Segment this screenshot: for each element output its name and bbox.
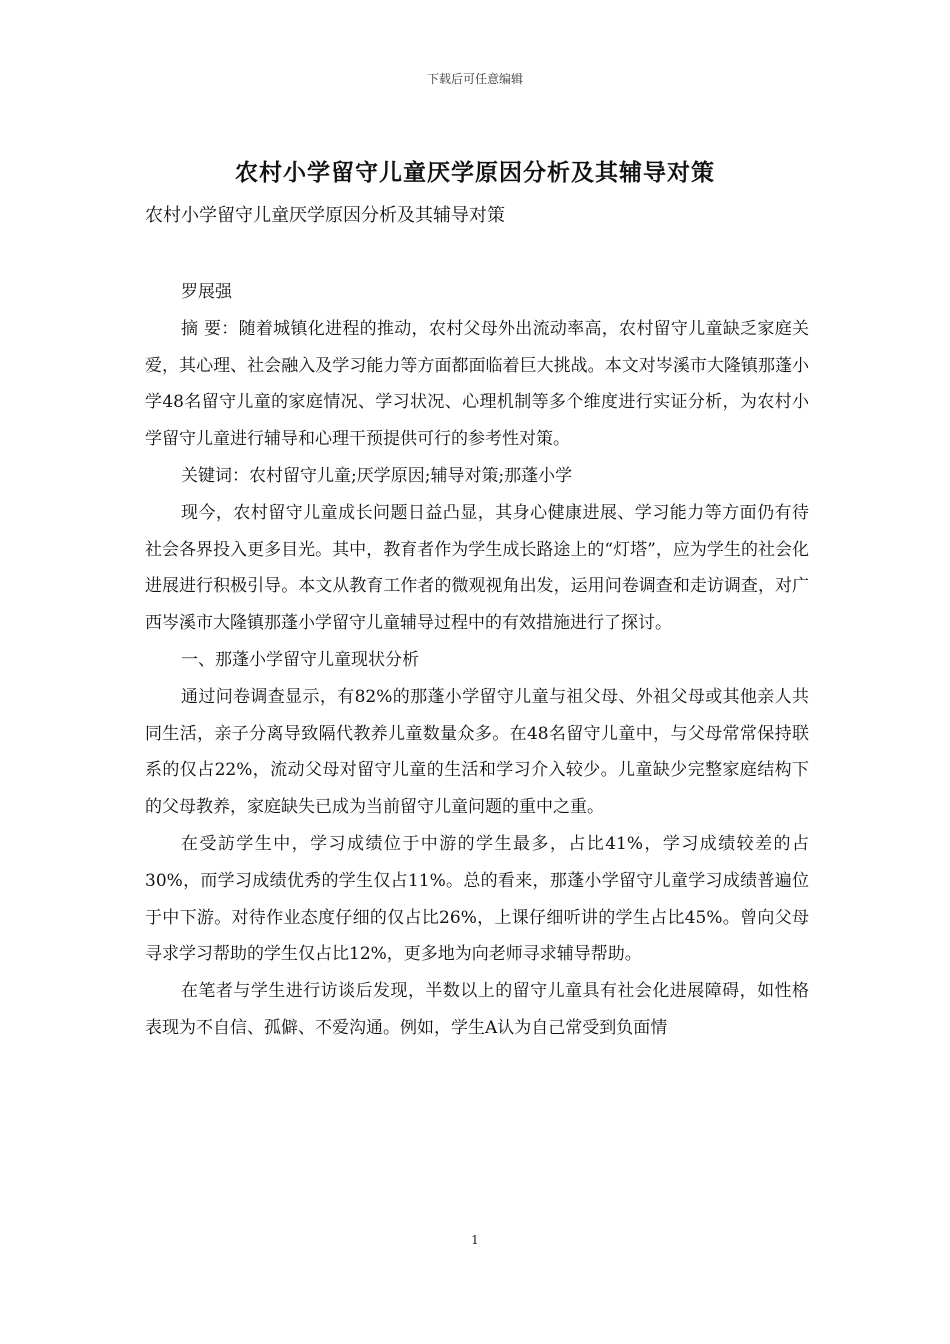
body-paragraph: 通过问卷调查显示，有82%的那蓬小学留守儿童与祖父母、外祖父母或其他亲人共同生活，亲子分离导致隔代教养儿童数量众多。在48名留守儿童中，与父母常常保持联系的仅占22%，流动父母对留守儿童的生活和学习介入较少。儿童缺少完整家庭结构下的父母教养，家庭缺失已成为当前留守儿童问题的重中之重。 (145, 686, 809, 818)
body-paragraph: 在受訪学生中，学习成绩位于中游的学生最多，占比41%，学习成绩较差的占30%，而学习成绩优秀的学生仅占11%。总的看来，那蓬小学留守儿童学习成绩普遍位于中下游。对待作业态度仔细的仅占比26%，上课仔细听讲的学生占比45%。曾向父母寻求学习帮助的学生仅占比12%，更多地为向老师寻求辅导帮助。 (145, 833, 809, 965)
author-line: 罗展强 (181, 282, 232, 302)
intro-paragraph: 现今，农村留守儿童成长问题日益凸显，其身心健康进展、学习能力等方面仍有待社会各界投入更多目光。其中，教育者作为学生成长路途上的“灯塔”，应为学生的社会化进展进行积极引导。本文从教育工作者的微观视角出发，运用问卷调查和走访调查，对广西岑溪市大隆镇那蓬小学留守儿童辅导过程中的有效措施进行了探讨。 (145, 502, 809, 634)
document-subtitle: 农村小学留守儿童厌学原因分析及其辅导对策 (145, 205, 505, 226)
section-heading: 一、那蓬小学留守儿童现状分析 (181, 649, 419, 670)
document-body (145, 274, 809, 1047)
document-title: 农村小学留守儿童厌学原因分析及其辅导对策 (235, 159, 715, 186)
abstract-paragraph: 摘 要：随着城镇化进程的推动，农村父母外出流动率高，农村留守儿童缺乏家庭关爱，其心理、社会融入及学习能力等方面都面临着巨大挑战。本文对岑溪市大隆镇那蓬小学48名留守儿童的家庭情况、学习状况、心理机制等多个维度进行实证分析，为农村小学留守儿童进行辅导和心理干预提供可行的参考性对策。 (145, 318, 809, 450)
keywords-line: 关键词：农村留守儿童;厌学原因;辅导对策;那蓬小学 (181, 465, 573, 486)
header-note: 下载后可任意编辑 (426, 72, 523, 86)
page-number: 1 (471, 1233, 479, 1247)
body-paragraph: 在笔者与学生进行访谈后发现，半数以上的留守儿童具有社会化进展障碍，如性格表现为不自信、孤僻、不爱沟通。例如，学生A认为自己常受到负面情 (145, 981, 809, 1038)
